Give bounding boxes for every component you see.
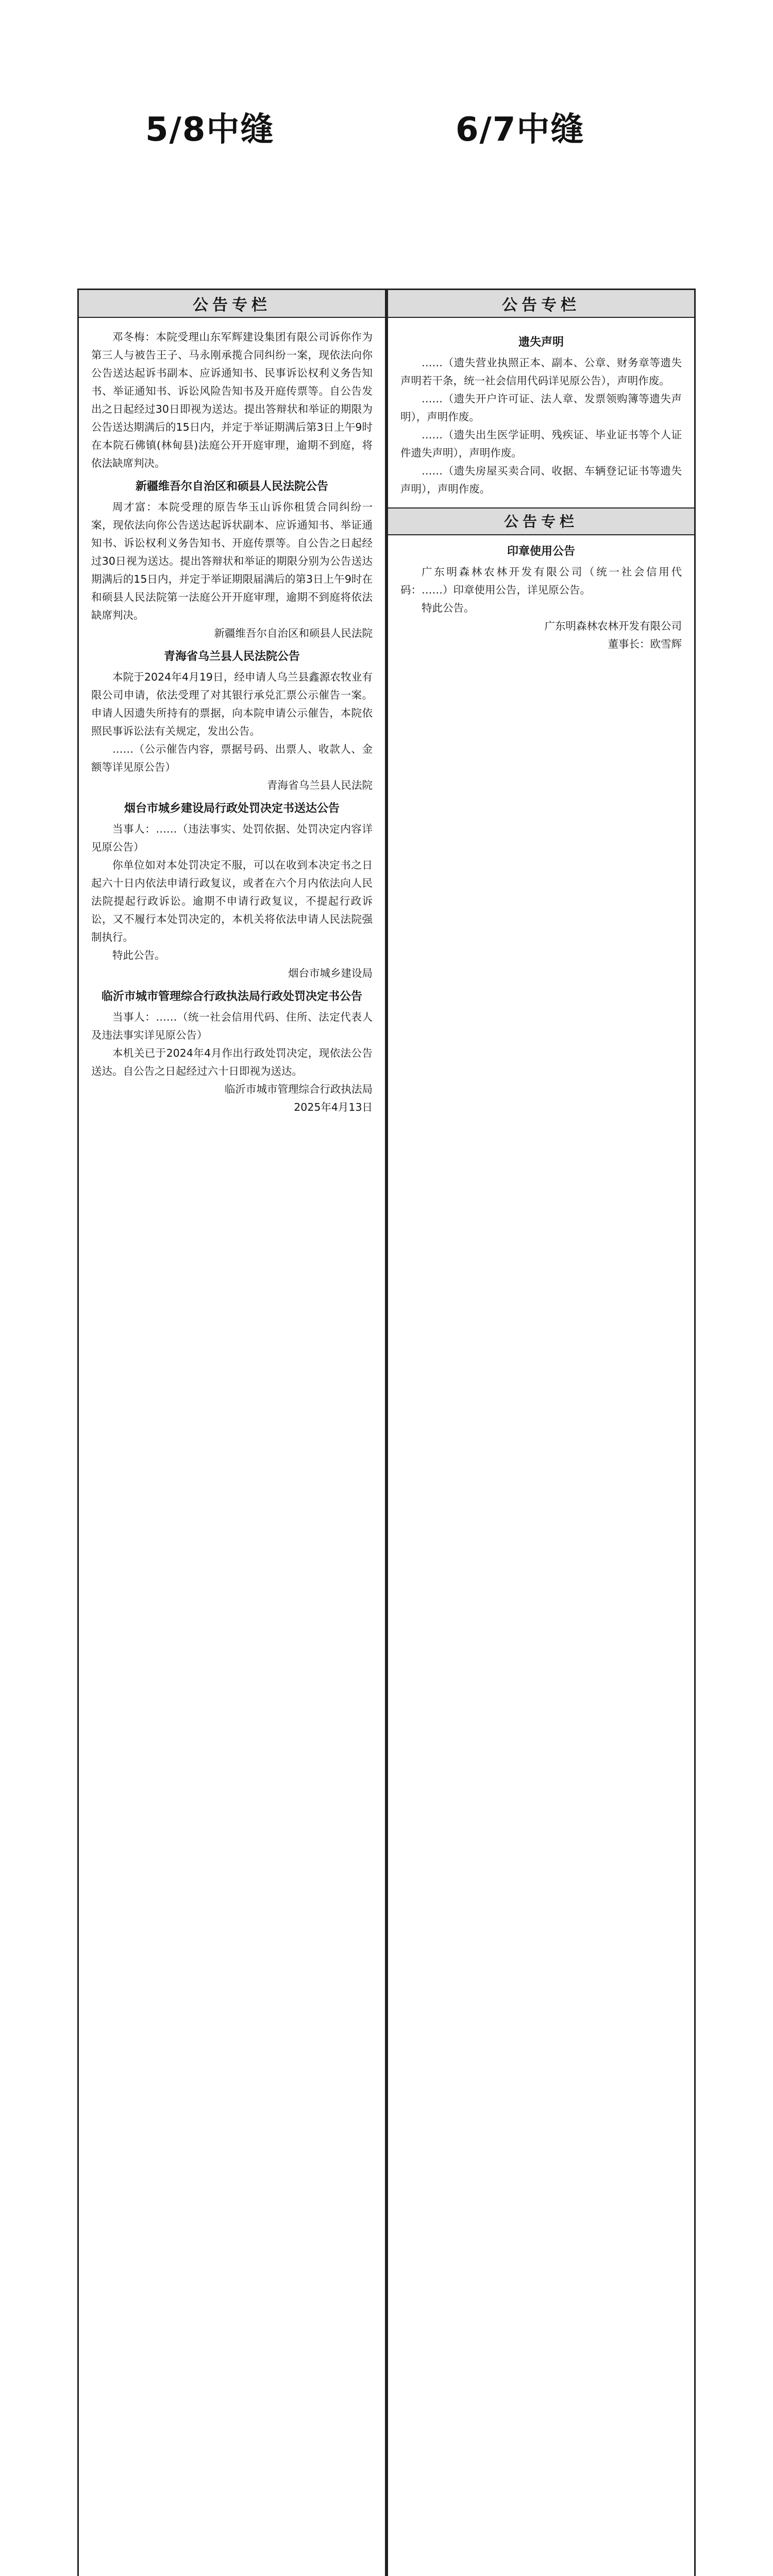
notice-paragraph: 本院于2024年4月19日，经申请人乌兰县鑫源农牧业有限公司申请，依法受理了对其银行承兑汇票公示催告一案。申请人因遗失所持有的票据，向本院申请公示催告，本院依照民事诉讼法有关规定，发出公告。 bbox=[91, 671, 373, 737]
notice-paragraph: ……（遗失开户许可证、法人章、发票领购簿等遗失声明），声明作废。 bbox=[400, 393, 682, 423]
notice-signature: 临沂市城市管理综合行政执法局 bbox=[225, 1083, 373, 1095]
notice-paragraph: 邓冬梅：本院受理山东军辉建设集团有限公司诉你作为第三人与被告王子、马永刚承揽合同纠纷一案，现依法向你公告送达起诉书副本、应诉通知书、民事诉讼权利义务告知书、举证通知书、诉讼风险告知书及开庭传票等。自公告发出之日起经过30日即视为送达。提出答辩状和举证的期限为公告送达期满后的15日内，并定于举证期满后第3日上午9时在本院石佛镇(林甸县)法庭公开开庭审理，逾期不到庭，将依法缺席判决。 bbox=[91, 331, 373, 469]
right-notice-column bbox=[386, 289, 696, 2576]
left-column-body bbox=[79, 318, 385, 1116]
right-section2-header: 公告专栏 bbox=[388, 507, 694, 535]
notice-paragraph: 广东明森林农林开发有限公司（统一社会信用代码：……）印章使用公告，详见原公告。 bbox=[400, 566, 682, 596]
left-column-header: 公告专栏 bbox=[79, 290, 385, 318]
notice-title: 临沂市城市管理综合行政执法局行政处罚决定书公告 bbox=[101, 990, 362, 1003]
notice-paragraph: 周才富：本院受理的原告华玉山诉你租赁合同纠纷一案，现依法向你公告送达起诉状副本、应诉通知书、举证通知书、诉讼权利义务告知书、开庭传票等。自公告之日起经过30日视为送达。提出答辩状和举证的期限分别为公告送达期满后的15日内，并定于举证期限届满后的第3日上午9时在和硕县人民法院第一法庭公开开庭审理，逾期不到庭将依法缺席判决。 bbox=[91, 501, 373, 621]
notice-paragraph: ……（遗失出生医学证明、残疾证、毕业证书等个人证件遗失声明），声明作废。 bbox=[400, 429, 682, 459]
right-gutter-label: 6/7中缝 bbox=[456, 111, 585, 149]
notice-paragraph: 特此公告。 bbox=[422, 602, 475, 614]
right-column-header: 公告专栏 bbox=[388, 290, 694, 318]
notice-title: 青海省乌兰县人民法院公告 bbox=[163, 650, 300, 663]
lost-statement-title: 遗失声明 bbox=[518, 336, 564, 349]
notice-title: 新疆维吾尔自治区和硕县人民法院公告 bbox=[135, 480, 328, 493]
left-gutter-label: 5/8中缝 bbox=[145, 111, 275, 149]
notice-signature: 新疆维吾尔自治区和硕县人民法院 bbox=[214, 627, 373, 639]
notice-signature: 董事长：欧雪辉 bbox=[608, 638, 682, 650]
notice-signature: 广东明森林农林开发有限公司 bbox=[544, 620, 682, 632]
notice-paragraph: ……（公示催告内容，票据号码、出票人、收款人、金额等详见原公告） bbox=[91, 743, 373, 773]
right-column-body bbox=[388, 318, 694, 653]
notice-title: 烟台市城乡建设局行政处罚决定书送达公告 bbox=[124, 802, 340, 815]
notice-paragraph: 本机关已于2024年4月作出行政处罚决定，现依法公告送达。自公告之日起经过六十日即视为送达。 bbox=[91, 1047, 373, 1077]
notice-paragraph: 你单位如对本处罚决定不服，可以在收到本决定书之日起六十日内依法申请行政复议，或者在六个月内依法向人民法院提起行政诉讼。逾期不申请行政复议，不提起行政诉讼，又不履行本处罚决定的，本机关将依法申请人民法院强制执行。 bbox=[91, 859, 373, 943]
notice-signature: 青海省乌兰县人民法院 bbox=[267, 779, 373, 791]
notice-paragraph: ……（遗失营业执照正本、副本、公章、财务章等遗失声明若干条，统一社会信用代码详见原公告），声明作废。 bbox=[400, 357, 682, 387]
left-notice-column bbox=[77, 289, 386, 2576]
notice-paragraph: ……（遗失房屋买卖合同、收据、车辆登记证书等遗失声明），声明作废。 bbox=[400, 465, 682, 495]
notice-signature: 2025年4月13日 bbox=[294, 1101, 373, 1113]
seal-notice-title: 印章使用公告 bbox=[507, 545, 575, 558]
notice-paragraph: 当事人：……（统一社会信用代码、住所、法定代表人及违法事实详见原公告） bbox=[91, 1011, 373, 1041]
notice-signature: 烟台市城乡建设局 bbox=[288, 967, 373, 979]
notice-paragraph: 特此公告。 bbox=[112, 949, 165, 961]
notice-paragraph: 当事人：……（违法事实、处罚依据、处罚决定内容详见原公告） bbox=[91, 823, 373, 853]
